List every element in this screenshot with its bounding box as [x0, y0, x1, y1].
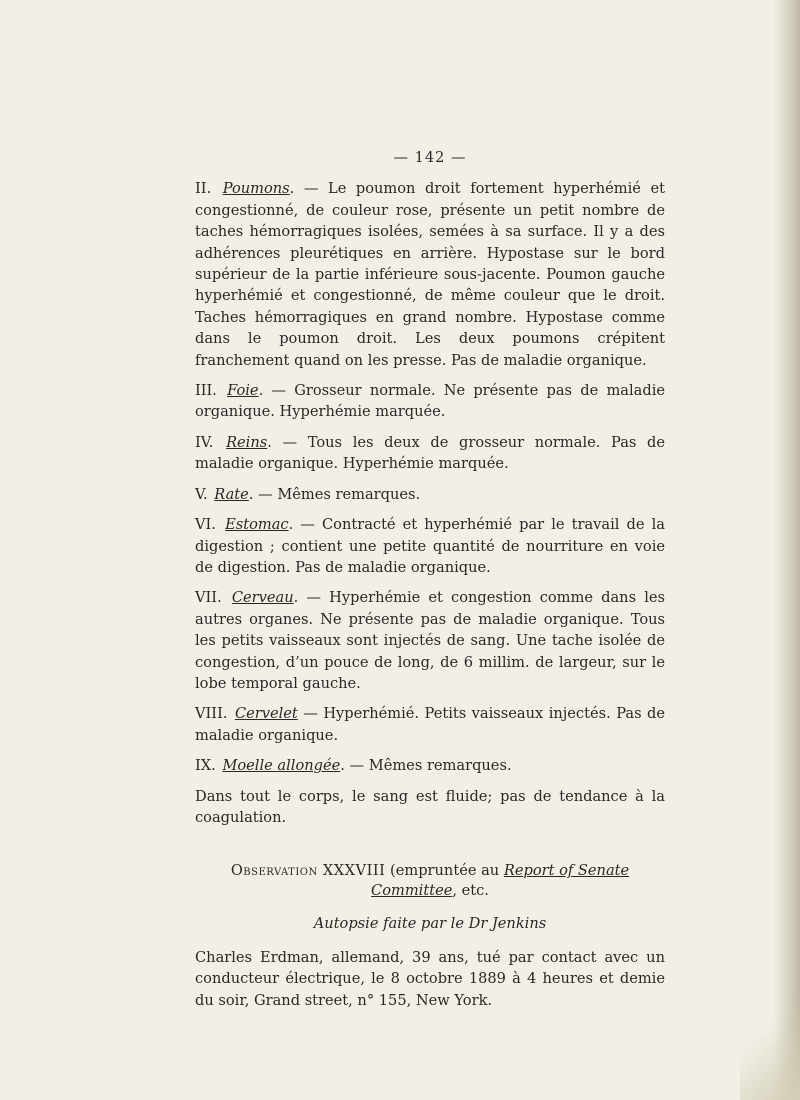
section-title: Reins	[226, 433, 268, 451]
section-text: . — Le poumon droit fortement hyperhémié et congestionné, de couleur rose, présente un petit nombre de taches hémorragiques isolées, semées à sa surface. Il y a des adhérences pleurétiques en arrière. Hypostase sur le bord supérieur de la partie inférieure sous-jacente. Poumon gauche hyperhémié et congestionné, de même couleur que le droit. Taches hémorragiques en grand nombre. Hypostase comme dans le poumon droit. Les deux poumons crépitent franchement quand on les presse. Pas de maladie organique.	[195, 180, 665, 369]
section-number: IX.	[195, 757, 216, 775]
section-title: Cerveau	[231, 589, 294, 607]
observation-reference: Report of Senate	[503, 862, 630, 880]
section-number: VII.	[195, 589, 222, 607]
section-moelle	[195, 755, 665, 776]
observation-text: (empruntée au	[385, 862, 504, 880]
section-foie	[195, 380, 665, 423]
observation-reference-cont: Committee	[371, 882, 453, 900]
section-number: III.	[195, 382, 217, 400]
section-title: Rate	[214, 485, 249, 503]
page-number: — 142 —	[393, 150, 467, 166]
section-text: . — Tous les deux de grosseur normale. Pas de maladie organique. Hyperhémie marquée.	[195, 433, 665, 473]
case-paragraph: Charles Erdman, allemand, 39 ans, tué par contact avec un conducteur électrique, le 8 octobre 1889 à 4 heures et demie du soir, Grand street, n° 155, New York.	[195, 948, 665, 1009]
section-number: IV.	[195, 433, 214, 451]
conclusion-paragraph: Dans tout le corps, le sang est fluide; pas de tendance à la coagulation.	[195, 787, 665, 826]
document-body	[195, 148, 665, 1011]
section-cervelet	[195, 703, 665, 746]
page-corner-shadow	[740, 980, 800, 1100]
section-reins	[195, 432, 665, 475]
section-text: . — Hyperhémie et congestion comme dans les autres organes. Ne présente pas de maladie organique. Tous les petits vaisseaux sont injectés de sang. Une tache isolée de congestion, d’un pouce de long, de 6 millim. de largeur, sur le lobe temporal gauche.	[195, 589, 666, 692]
section-title: Cervelet	[234, 705, 298, 723]
section-title: Moelle allongée	[222, 757, 341, 775]
section-text: . — Mêmes remarques.	[340, 757, 512, 775]
section-title: Estomac	[225, 516, 289, 534]
section-text: — Hyperhémié. Petits vaisseaux injectés. Pas de maladie organique.	[195, 705, 665, 744]
section-estomac	[195, 514, 665, 578]
observation-heading	[195, 861, 665, 901]
section-title: Foie	[227, 382, 259, 400]
section-poumons	[195, 178, 665, 371]
page-edge-shadow	[774, 0, 800, 1100]
section-text: . — Mêmes remarques.	[248, 485, 421, 503]
section-number: II.	[195, 180, 212, 198]
section-number: V.	[195, 485, 208, 503]
section-text: . — Contracté et hyperhémié par le travail de la digestion ; contient une petite quantité de nourriture en voie de digestion. Pas de maladie organique.	[195, 516, 666, 576]
autopsy-line: Autopsie faite par le Dr Jenkins	[313, 915, 547, 933]
section-rate	[195, 484, 665, 505]
observation-label: Observation XXXVIII	[230, 862, 386, 880]
observation-text-end: , etc.	[452, 882, 489, 900]
section-text: . — Grosseur normale. Ne présente pas de maladie organique. Hyperhémie marquée.	[195, 382, 665, 421]
section-cerveau	[195, 587, 665, 694]
section-number: VIII.	[195, 705, 228, 723]
section-number: VI.	[195, 516, 216, 534]
section-title: Poumons	[222, 180, 290, 198]
